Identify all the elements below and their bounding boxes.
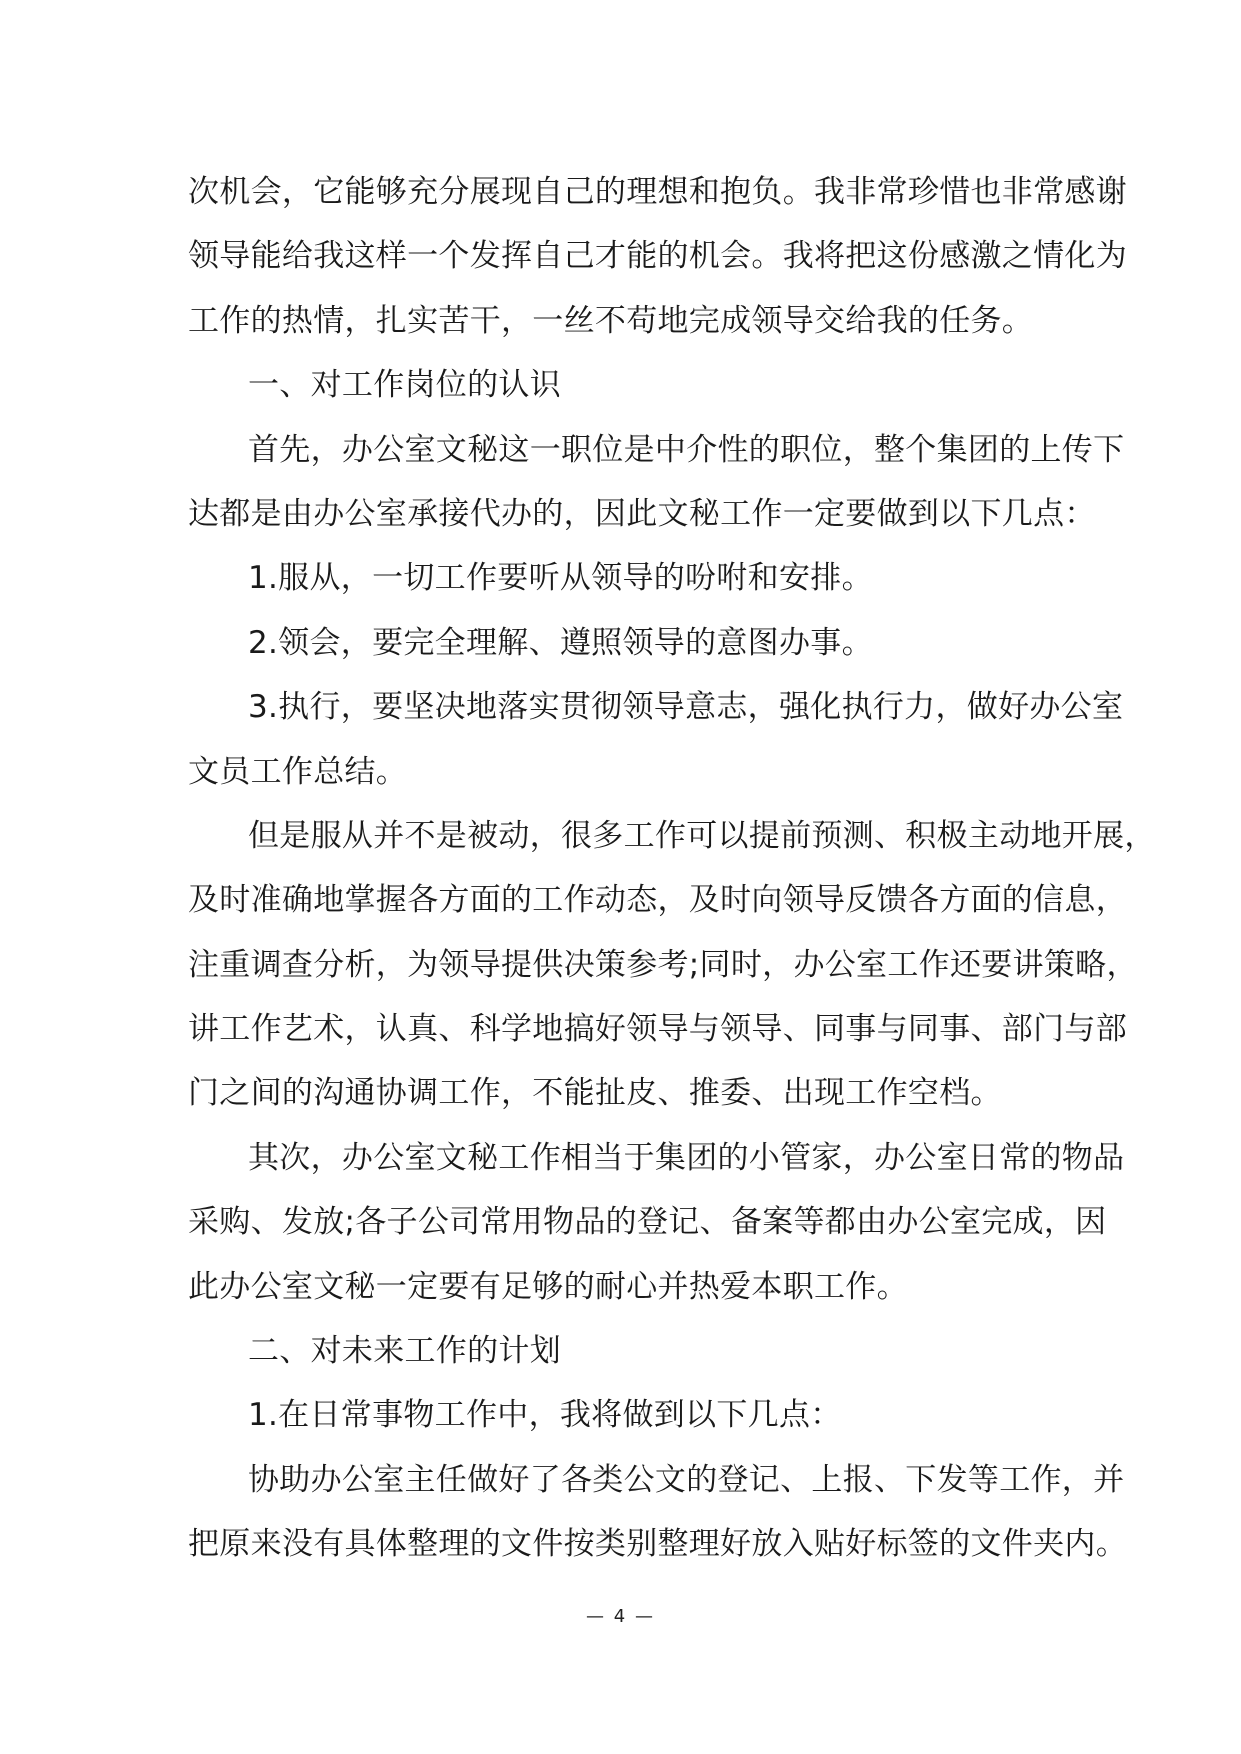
text-line: 首先，办公室文秘这一职位是中介性的职位，整个集团的上传下 — [248, 431, 1125, 468]
section-heading: 二、对未来工作的计划 — [248, 1333, 561, 1370]
text-line: 领导能给我这样一个发挥自己才能的机会。我将把这份感激之情化为 — [188, 238, 1127, 275]
text-line: 但是服从并不是被动，很多工作可以提前预测、积极主动地开展， — [248, 817, 1156, 854]
page-number: — 4 — — [586, 1606, 655, 1627]
text-line: 注重调查分析，为领导提供决策参考;同时，办公室工作还要讲策略， — [188, 946, 1138, 983]
document-body — [188, 160, 1156, 1577]
list-item: 1.在日常事物工作中，我将做到以下几点： — [248, 1397, 842, 1434]
text-line: 门之间的沟通协调工作，不能扯皮、推委、出现工作空档。 — [188, 1075, 1002, 1112]
text-line: 协助办公室主任做好了各类公文的登记、上报、下发等工作，并 — [248, 1461, 1125, 1498]
text-line: 把原来没有具体整理的文件按类别整理好放入贴好标签的文件夹内。 — [188, 1526, 1127, 1563]
text-line: 文员工作总结。 — [188, 753, 408, 790]
text-line: 采购、发放;各子公司常用物品的登记、备案等都由办公室完成，因 — [188, 1204, 1107, 1241]
list-item: 1.服从，一切工作要听从领导的吩咐和安排。 — [248, 560, 873, 597]
section-heading: 一、对工作岗位的认识 — [248, 367, 561, 404]
text-line: 及时准确地掌握各方面的工作动态，及时向领导反馈各方面的信息， — [188, 882, 1127, 919]
text-line: 讲工作艺术，认真、科学地搞好领导与领导、同事与同事、部门与部 — [188, 1011, 1127, 1048]
text-line: 其次，办公室文秘工作相当于集团的小管家，办公室日常的物品 — [248, 1139, 1125, 1176]
list-item: 2.领会，要完全理解、遵照领导的意图办事。 — [248, 624, 873, 661]
text-line: 达都是由办公室承接代办的，因此文秘工作一定要做到以下几点： — [188, 495, 1096, 532]
text-line: 此办公室文秘一定要有足够的耐心并热爱本职工作。 — [188, 1268, 908, 1305]
list-item: 3.执行，要坚决地落实贯彻领导意志，强化执行力，做好办公室 — [248, 689, 1124, 726]
text-line: 次机会，它能够充分展现自己的理想和抱负。我非常珍惜也非常感谢 — [188, 174, 1127, 210]
text-line: 工作的热情，扎实苦干，一丝不苟地完成领导交给我的任务。 — [188, 302, 1034, 339]
